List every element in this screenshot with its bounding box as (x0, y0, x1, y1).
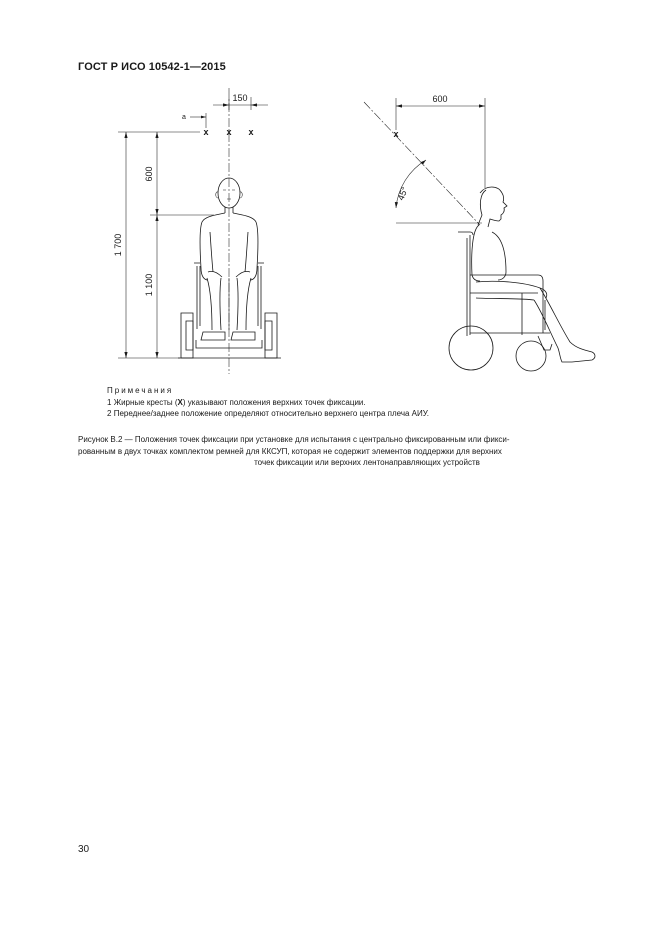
note-2-number: 2 (107, 409, 112, 418)
front-dim-600: 600 (144, 166, 154, 182)
page-number: 30 (78, 844, 90, 855)
caption-line-2: рованным в двух точках комплектом ремней для ККСУП, которая не содержит элементов поддержки для верхних (78, 446, 502, 456)
note-2-text: Переднее/заднее положение определяют относительно верхнего центра плеча АИУ. (113, 409, 429, 418)
note-item-1 (107, 397, 429, 409)
note-1-bold-mark: X (177, 397, 183, 407)
front-dim-1700: 1 700 (113, 233, 123, 257)
side-angle-45: 45° (395, 185, 410, 202)
side-marker: x (393, 129, 399, 139)
front-marker-right: x (248, 127, 254, 137)
notes-heading: Примечания (107, 386, 174, 395)
front-dim-150: 150 (232, 93, 248, 103)
caption-line-1: Рисунок В.2 — Положения точек фиксации при установке для испытания с центрально фиксированным или фикси- (78, 435, 510, 444)
figure-drawing (0, 0, 661, 380)
front-view (113, 88, 281, 374)
front-label-a: а (182, 114, 186, 121)
side-dim-600: 600 (432, 94, 448, 104)
note-1-text-after: ) указывают положения верхних точек фиксации. (182, 397, 366, 407)
front-marker-left: x (203, 127, 209, 137)
caption-line-3: точек фиксации или верхних лентонаправляющих устройств (254, 458, 480, 467)
note-1-text-before: Жирные кресты ( (113, 397, 178, 407)
document-header: ГОСТ Р ИСО 10542-1—2015 (78, 61, 226, 73)
note-item-2 (107, 408, 429, 420)
front-marker-center: x (226, 127, 232, 137)
note-1-number: 1 (107, 397, 112, 407)
front-dim-1100: 1 100 (144, 273, 154, 297)
notes-block (107, 385, 429, 420)
side-view (364, 94, 595, 371)
figure-caption (78, 434, 618, 469)
